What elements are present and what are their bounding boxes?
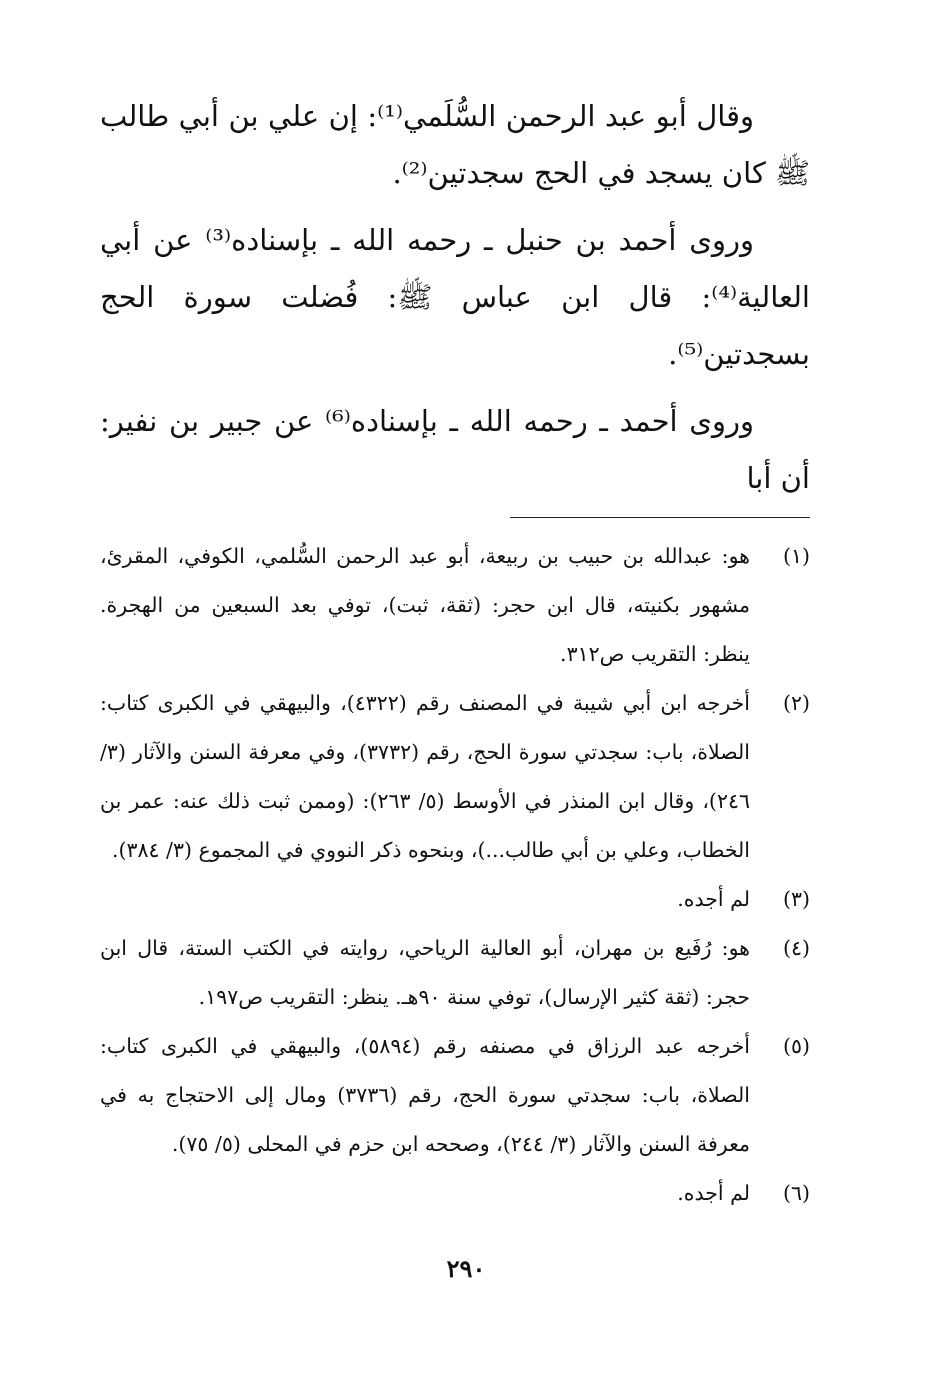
footnote — [100, 924, 810, 1022]
footnote-text: لم أجده. — [677, 1181, 750, 1205]
footnote — [100, 875, 810, 924]
paragraph: وقال أبو عبد الرحمن السُّلَمي⁽¹⁾: إن علي بن أبي طالب ﷺ كان يسجد في الحج سجدتين⁽²⁾. — [100, 99, 810, 190]
footnote — [100, 532, 810, 679]
footnote — [100, 1169, 810, 1218]
paragraph: وروى أحمد ـ رحمه الله ـ بإسناده⁽⁶⁾ عن جبير بن نفير: أن أبا — [100, 404, 810, 495]
page-content — [100, 88, 810, 1218]
paragraph: وروى أحمد بن حنبل ـ رحمه الله ـ بإسناده⁽³⁾ عن أبي العالية⁽⁴⁾: قال ابن عباس ﷺ: فُضلت سورة الحج بسجدتين⁽⁵⁾. — [100, 223, 810, 371]
footnote-number: (٤) — [782, 936, 810, 960]
footnote-number: (٣) — [782, 887, 810, 911]
footnote — [100, 1022, 810, 1169]
footnote-divider — [510, 517, 810, 518]
footnote-number: (٦) — [782, 1181, 810, 1205]
footnote-text: أخرجه عبد الرزاق في مصنفه رقم (٥٨٩٤)، والبيهقي في الكبرى كتاب: الصلاة، باب: سجدتي سورة الحج، رقم (٣٧٣٦) ومال إلى الاحتجاج به في معرفة السنن والآثار (٣/ ٢٤٤)، وصححه ابن حزم في المحلى (٥/ ٧٥). — [100, 1034, 751, 1156]
footnote-text: هو: عبدالله بن حبيب بن ربيعة، أبو عبد الرحمن السُّلمي، الكوفي، المقرئ، مشهور بكنيته، قال ابن حجر: (ثقة، ثبت)، توفي بعد السبعين من الهجرة. ينظر: التقريب ص٣١٢. — [100, 544, 750, 666]
footnote-text: أخرجه ابن أبي شيبة في المصنف رقم (٤٣٢٢)، والبيهقي في الكبرى كتاب: الصلاة، باب: سجدتي سورة الحج، رقم (٣٧٣٢)، وفي معرفة السنن والآثار (٣/ ٢٤٦)، وقال ابن المنذر في الأوسط (٥/ ٢٦٣): (وممن ثبت ذلك عنه: عمر بن الخطاب، وعلي بن أبي طالب...)، وبنحوه ذكر النووي في المجموع (٣/ ٣٨٤). — [100, 691, 750, 862]
footnote-text: لم أجده. — [677, 887, 750, 911]
footnote — [100, 679, 810, 875]
footnote-text: هو: رُفَيع بن مهران، أبو العالية الرياحي، روايته في الكتب الستة، قال ابن حجر: (ثقة كثير الإرسال)، توفي سنة ٩٠هـ. ينظر: التقريب ص١٩٧. — [100, 936, 750, 1009]
page-number: ٢٩٠ — [446, 1254, 486, 1283]
main-text — [100, 88, 810, 507]
footnote-number: (٥) — [782, 1034, 810, 1058]
footnote-number: (٢) — [782, 691, 810, 715]
footnote-number: (١) — [782, 544, 810, 568]
footnotes — [100, 532, 810, 1218]
